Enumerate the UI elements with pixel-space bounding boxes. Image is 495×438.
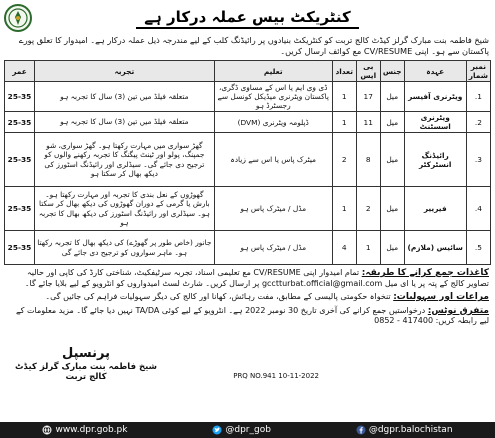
row-count: 1 [332,82,356,112]
contact-phone: 0852 - 417400 [374,316,434,326]
table-row [5,82,491,112]
apply-section [4,268,491,289]
footer-bar [0,422,495,438]
apply-text: تمام امیدوار اپنی CV/RESUME مع تعلیمی اسناد، تجربہ سرٹیفکیٹ، شناختی کارڈ کی کاپی اور حالیہ تصاویر کالج کے پتہ پر یا ای میل gcctturbat.official@gmail.com پر ارسال کریں۔ شارٹ لسٹ امیدواروں کو انٹرویو کے لیے بلایا جائے گا۔ [24,268,489,288]
misc-text: درخواستیں جمع کرانے کی آخری تاریخ 30 نومبر 2022 ہے۔ انٹرویو کے لیے کوئی TA/DA نہیں دیا جائے گا۔ مزید معلومات کے لیے رابطہ کریں: [15,305,489,326]
row-count: 4 [332,231,356,265]
twitter-handle[interactable]: @dpr_gob [225,425,271,435]
row-age: 25-35 [5,231,35,265]
table-row [5,231,491,265]
row-qualification: میٹرک پاس یا اس سے زیادہ [214,133,332,187]
table-row [5,112,491,133]
row-qualification: مڈل / میٹرک پاس ہو [214,231,332,265]
header-gender: جنس [380,61,404,82]
footer-website[interactable] [42,425,127,435]
perks-text: تنخواہ حکومتی پالیسی کے مطابق، مفت رہائش، کھانا اور کالج کی دیگر سہولیات فراہم کی جائیں گی۔ [45,292,391,302]
header-age: عمر [5,61,35,82]
misc-section [4,306,491,327]
facebook-handle[interactable]: @dgpr.balochistan [368,425,453,435]
jobs-table [4,60,491,265]
perks-heading: مراعات اور سہولیات: [393,292,489,303]
intro-text: شیخ فاطمہ بنت مبارک گرلز کیڈٹ کالج تربت کو کنٹریکٹ بنیادوں پر رائیڈنگ کلب کے لیے مندرجہ ذیل عملہ درکار ہے۔ امیدوار کا تعلق پورے پاکستان سے ہو۔ اپنی CV/RESUME مع کوائف ارسال کریں۔ [18,35,489,56]
twitter-icon [212,425,222,435]
apply-heading: کاغذات جمع کرانے کا طریقہ: [361,268,489,278]
row-post: سائیس (ملازم) [404,231,466,265]
headline-bar [4,3,491,33]
row-qualification: ڈپلومہ ویٹرنری (DVM) [214,112,332,133]
row-gender: میل [380,231,404,265]
row-count: 1 [332,112,356,133]
row-age: 25-35 [5,82,35,112]
row-bps: 11 [356,112,380,133]
row-qualification: مڈل / میٹرک پاس ہو [214,187,332,231]
table-row [5,133,491,187]
signature-block [6,346,166,382]
signature-title: پرنسپل [62,346,110,361]
row-gender: میل [380,187,404,231]
row-age: 25-35 [5,133,35,187]
row-post: فیرییر [404,187,466,231]
row-experience: متعلقہ فیلڈ میں تین (3) سال کا تجربہ ہو [35,112,215,133]
prq-number: PRQ NO.941 10-11-2022 [233,372,319,380]
row-age: 25-35 [5,112,35,133]
header-sno: نمبر شمار [466,61,490,82]
row-sno: 4. [466,187,490,231]
row-bps: 8 [356,133,380,187]
page-title: کنٹریکٹ بیس عملہ درکار ہے [136,8,359,29]
row-gender: میل [380,133,404,187]
row-post: ویٹرنری اسسٹنٹ [404,112,466,133]
row-experience: گھوڑوں کے نعل بندی کا تجربہ اور مہارت رکھتا ہو۔ بارش یا گرمی کے دوران گھوڑوں کی دیکھ بھال کر سکتا ہو۔ سیڈلری اور رائیڈنگ اسٹورز کی دیکھ بھال کا تجربہ ہو [35,187,215,231]
table-header-row [5,61,491,82]
website-link[interactable]: www.dpr.gob.pk [55,425,128,435]
footer-facebook[interactable] [356,425,453,435]
footer-twitter[interactable] [212,425,271,435]
row-bps: 2 [356,187,380,231]
row-bps: 17 [356,82,380,112]
misc-heading: متفرق نوٹس: [427,305,489,316]
row-qualification: ڈی وی ایم یا اس کے مساوی ڈگری، پاکستان ویٹرنری میڈیکل کونسل سے رجسٹرڈ ہو [214,82,332,112]
row-sno: 3. [466,133,490,187]
row-experience: متعلقہ فیلڈ میں تین (3) سال کا تجربہ ہو [35,82,215,112]
row-sno: 2. [466,112,490,133]
facebook-icon [356,425,366,435]
row-post: ویٹرنری آفیسر [404,82,466,112]
header-bps: بی ایس [356,61,380,82]
header-qualification: تعلیم [214,61,332,82]
row-age: 25-35 [5,187,35,231]
row-count: 1 [332,187,356,231]
row-sno: 1. [466,82,490,112]
row-experience: جانور (خاص طور پر گھوڑے) کی دیکھ بھال کا تجربہ رکھتا ہو۔ ماہر سواروں کو ترجیح دی جائے گی [35,231,215,265]
row-gender: میل [380,112,404,133]
row-count: 2 [332,133,356,187]
college-logo-icon [4,4,32,32]
row-bps: 1 [356,231,380,265]
row-sno: 5. [466,231,490,265]
header-post: عہدہ [404,61,466,82]
header-count: تعداد [332,61,356,82]
row-gender: میل [380,82,404,112]
table-row [5,187,491,231]
signature-institution: شیخ فاطمہ بنت مبارک گرلز کیڈٹ کالج تربت [15,362,157,382]
row-post: رائیڈنگ انسٹرکٹر [404,133,466,187]
globe-icon [42,425,52,435]
row-experience: گھڑ سواری میں مہارت رکھتا ہو۔ گھڑ سواری، شو جمپنگ، پولو اور ٹینٹ پیگنگ کا تجربہ رکھنے والوں کو ترجیح دی جائے گی۔ سیڈلری اور رائیڈنگ اسٹورز کی دیکھ بھال کر سکتا ہو [35,133,215,187]
header-experience: تجربہ [35,61,215,82]
perks-section [4,292,491,303]
